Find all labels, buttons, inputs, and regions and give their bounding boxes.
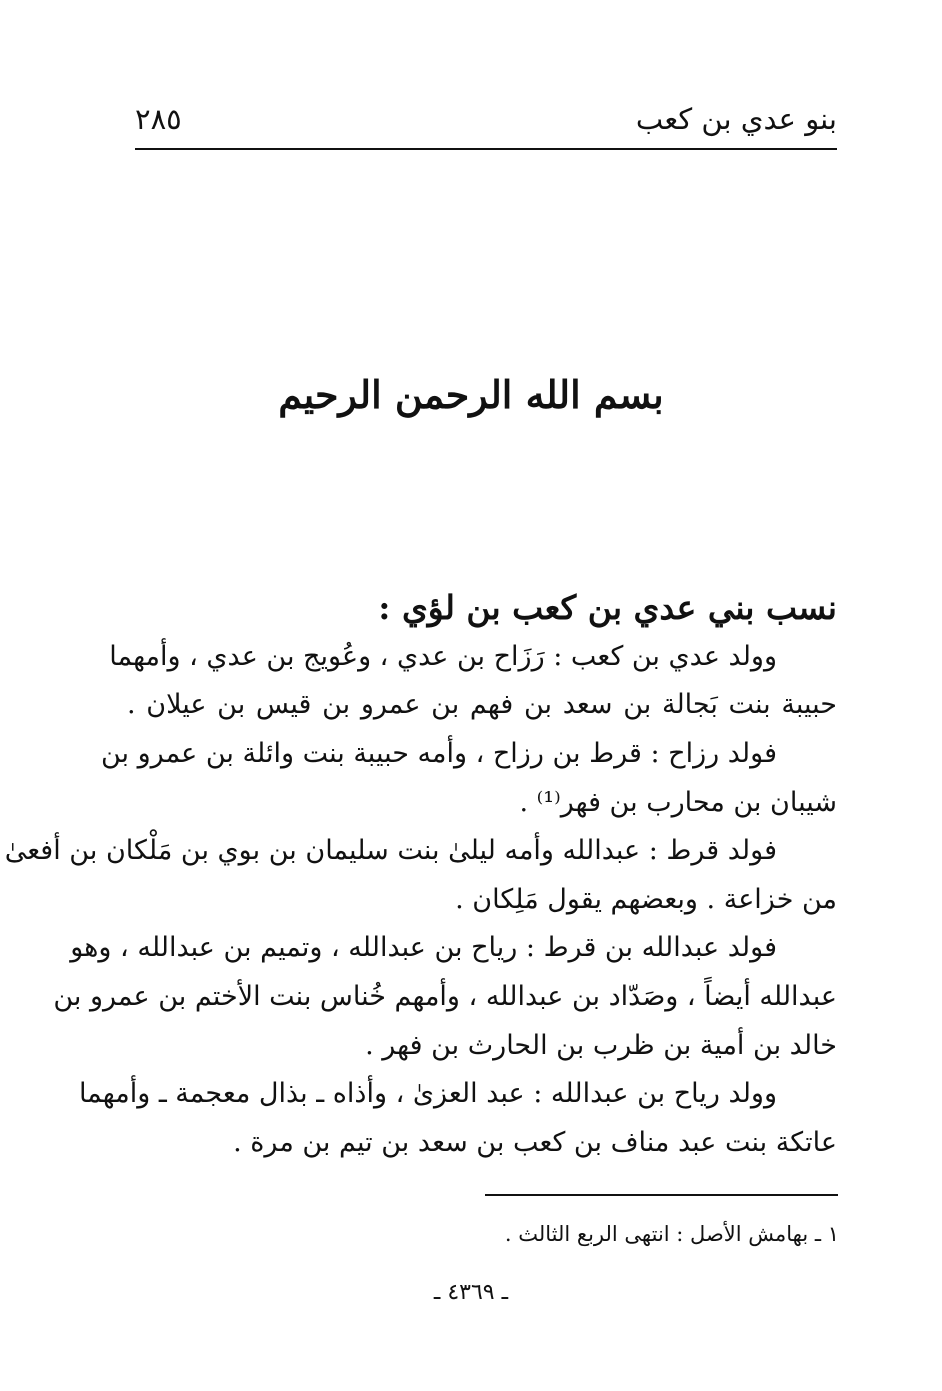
paragraph-5-line-1: وولد رياح بن عبدالله : عبد العزىٰ ، وأذاه ـ بذال معجمة ـ وأمهما xyxy=(78,1078,777,1109)
folio-number: ـ ٤٣٦٩ ـ xyxy=(433,1280,509,1305)
paragraph-2-line-2: شيبان بن محارب بن فهر⁽¹⁾ . xyxy=(519,787,837,818)
page-number: ٢٨٥ xyxy=(135,102,182,136)
running-title: بنو عدي بن كعب xyxy=(635,102,837,136)
running-header xyxy=(135,100,837,146)
paragraph-3-line-1: فولد قرط : عبدالله وأمه ليلىٰ بنت سليمان بن بوي بن مَلْكان بن أفعىٰ xyxy=(4,835,777,866)
paragraph-3-line-2: من خزاعة . وبعضهم يقول مَلِكان . xyxy=(455,884,837,915)
paragraph-2-line-1: فولد رزاح : قرط بن رزاح ، وأمه حبيبة بنت وائلة بن عمرو بن xyxy=(100,738,777,769)
header-rule xyxy=(135,148,837,150)
section-heading: نسب بني عدي بن كعب بن لؤي : xyxy=(378,588,837,627)
footnote-1: ١ ـ بهامش الأصل : انتهى الربع الثالث . xyxy=(504,1222,839,1246)
paragraph-4-line-2: عبدالله أيضاً ، وصَدّاد بن عبدالله ، وأمهم خُناس بنت الأختم بن عمرو بن xyxy=(53,981,837,1012)
paragraph-4-line-1: فولد عبدالله بن قرط : رياح بن عبدالله ، وتميم بن عبدالله ، وهو xyxy=(70,932,777,963)
paragraph-1-line-2: حبيبة بنت بَجالة بن سعد بن فهم بن عمرو بن قيس بن عيلان . xyxy=(127,689,837,720)
basmala: بسم الله الرحمن الرحيم xyxy=(278,372,664,417)
paragraph-1-line-1: وولد عدي بن كعب : رَزَاح بن عدي ، وعُويج بن عدي ، وأمهما xyxy=(109,641,777,672)
footnote-rule xyxy=(485,1194,838,1196)
paragraph-5-line-2: عاتكة بنت عبد مناف بن كعب بن سعد بن تيم بن مرة . xyxy=(233,1127,837,1158)
paragraph-4-line-3: خالد بن أمية بن ظرب بن الحارث بن فهر . xyxy=(365,1030,837,1061)
